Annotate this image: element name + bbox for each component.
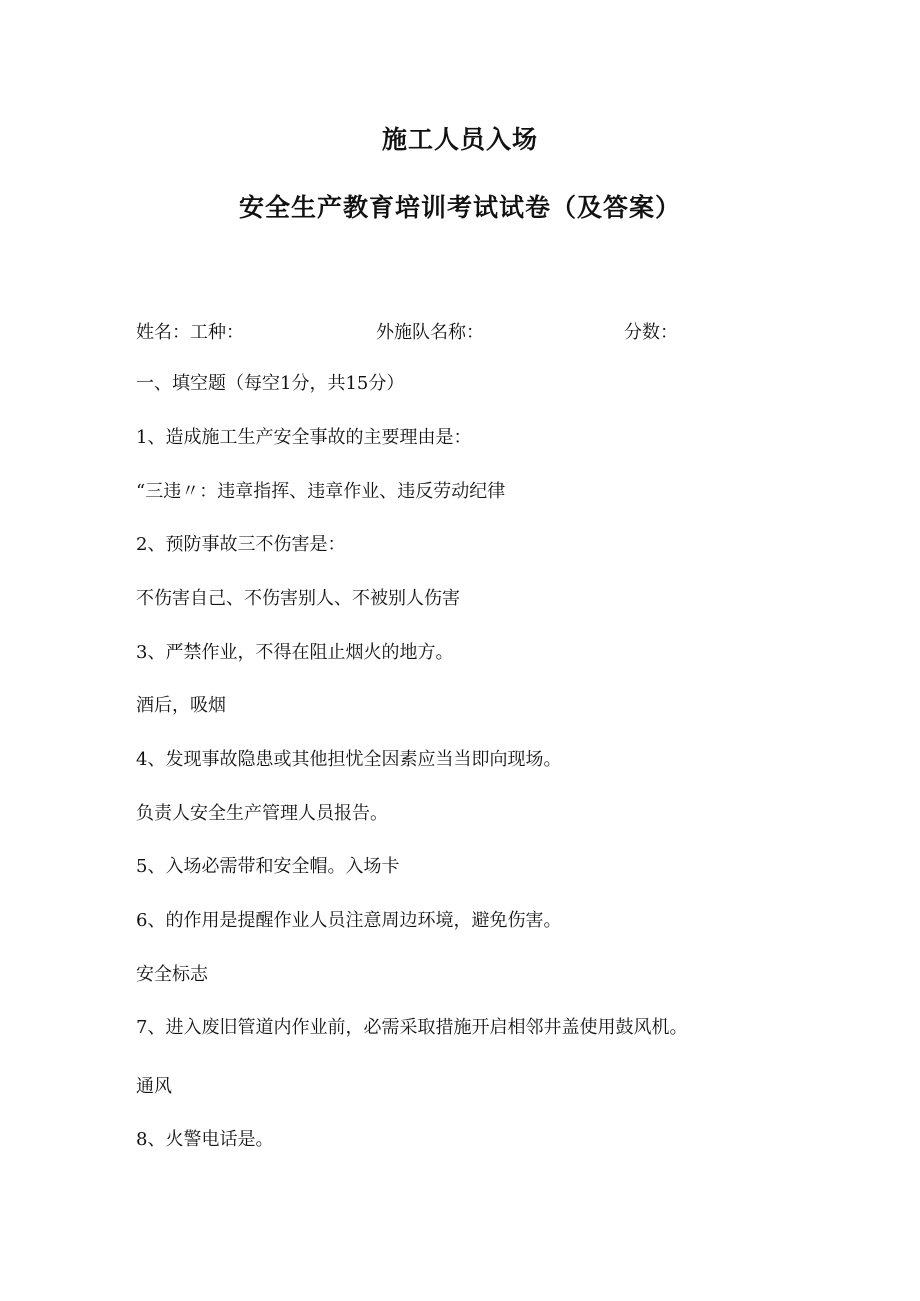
question-3: 3、严禁作业，不得在阻止烟火的地方。 [136, 642, 454, 663]
answer-3: 酒后，吸烟 [136, 695, 226, 716]
answer-2: 不伤害自己、不伤害别人、不被别人伤害 [136, 588, 460, 609]
question-7: 7、进入废旧管道内作业前，必需采取措施开启相邻井盖使用鼓风机。 [136, 1017, 688, 1038]
exam-info-row [136, 318, 696, 342]
document-subtitle: 安全生产教育培训考试试卷（及答案） [238, 193, 681, 222]
question-2: 2、预防事故三不伤害是： [136, 534, 346, 555]
section-heading: 一、填空题（每空1分，共15分） [136, 373, 405, 394]
question-5: 5、入场必需带和安全帽。入场卡 [136, 856, 400, 877]
answer-4: 负责人安全生产管理人员报告。 [136, 803, 388, 824]
question-6: 6、的作用是提醒作业人员注意周边环境，避免伤害。 [136, 910, 562, 931]
answer-6: 安全标志 [136, 964, 208, 985]
name-trade-field: 姓名：工种： [136, 322, 244, 343]
answer-1: “三违〃：违章指挥、违章作业、违反劳动纪律 [136, 481, 506, 502]
question-4: 4、发现事故隐患或其他担忧全因素应当当即向现场。 [136, 749, 562, 770]
document-title: 施工人员入场 [381, 125, 538, 154]
answer-7: 通风 [136, 1076, 172, 1097]
team-name-field: 外施队名称： [376, 322, 484, 343]
question-8: 8、火警电话是。 [136, 1129, 274, 1150]
score-field: 分数： [624, 322, 678, 343]
question-1: 1、造成施工生产安全事故的主要理由是： [136, 427, 472, 448]
